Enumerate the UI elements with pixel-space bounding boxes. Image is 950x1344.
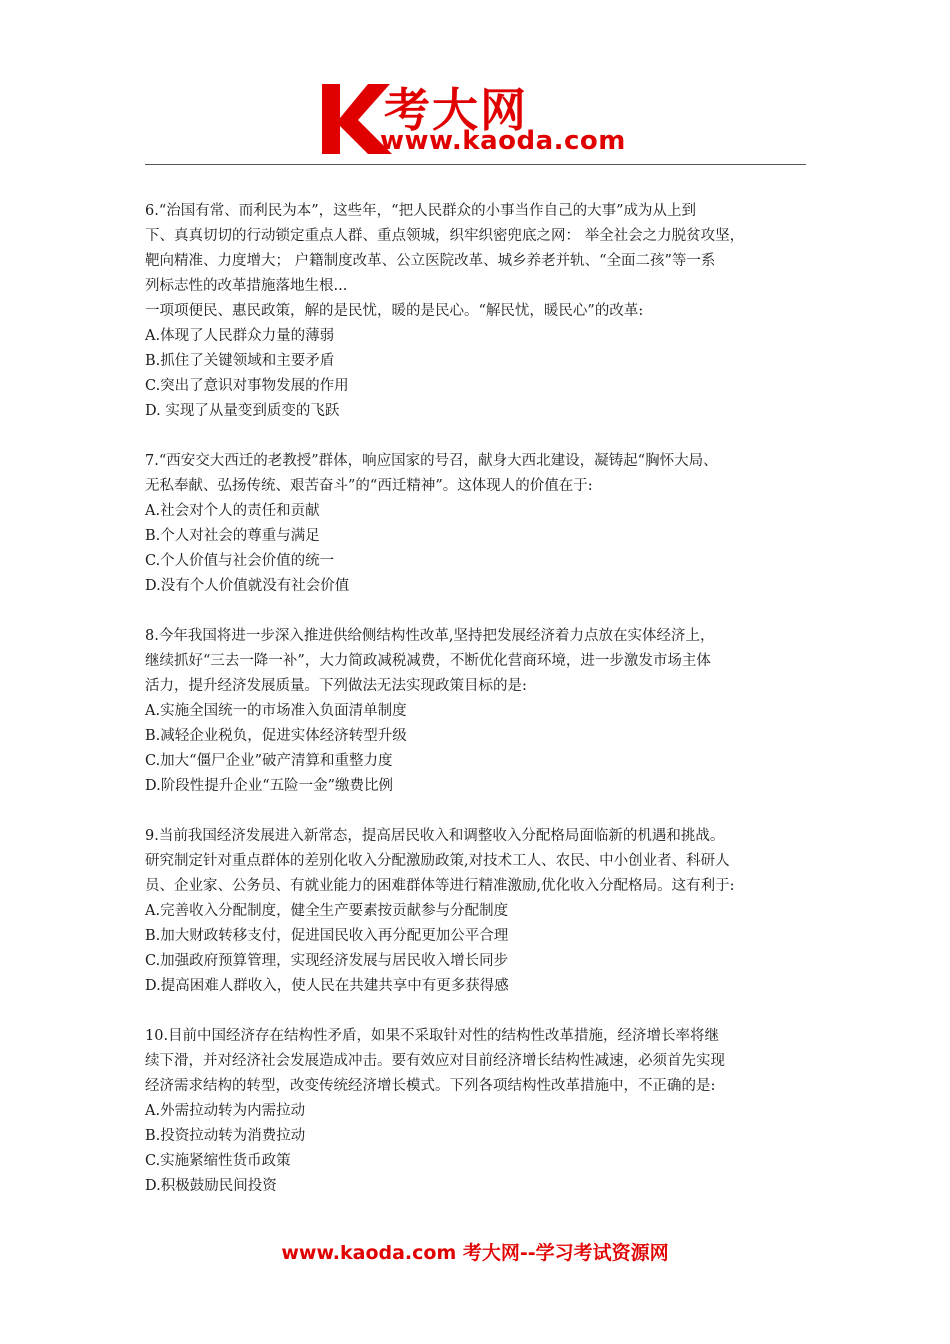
question-item xyxy=(145,199,815,424)
answer-option: B.减轻企业税负，促进实体经济转型升级 xyxy=(145,728,407,744)
answer-option: D.积极鼓励民间投资 xyxy=(145,1178,277,1194)
question-text-line: 续下滑，并对经济社会发展造成冲击。要有效应对目前经济增长结构性减速，必须首先实现 xyxy=(145,1053,725,1069)
answer-option: C.加强政府预算管理，实现经济发展与居民收入增长同步 xyxy=(145,953,509,969)
question-text-line: 6.“治国有常、而利民为本”，这些年，“把人民群众的小事当作自己的大事”成为从上到 xyxy=(145,203,696,219)
question-text-line: 10.目前中国经济存在结构性矛盾，如果不采取针对性的结构性改革措施，经济增长率将继 xyxy=(145,1028,720,1044)
answer-option: B.抓住了关键领域和主要矛盾 xyxy=(145,353,335,369)
answer-option: B.投资拉动转为消费拉动 xyxy=(145,1128,306,1144)
answer-option: D. 实现了从量变到质变的飞跃 xyxy=(145,403,340,419)
answer-option: D.没有个人价值就没有社会价值 xyxy=(145,578,350,594)
logo-url: www.kaoda.com xyxy=(380,126,626,156)
question-text-line: 7.“西安交大西迁的老教授”群体，响应国家的号召，献身大西北建设，凝铸起“胸怀大局、 xyxy=(145,453,718,469)
answer-option: A.体现了人民群众力量的薄弱 xyxy=(145,328,335,344)
answer-option: C.加大“僵尸企业”破产清算和重整力度 xyxy=(145,753,393,769)
answer-option: B.加大财政转移支付，促进国民收入再分配更加公平合理 xyxy=(145,928,509,944)
question-item xyxy=(145,824,815,999)
question-text-line: 列标志性的改革措施落地生根... xyxy=(145,278,348,294)
answer-option: A.外需拉动转为内需拉动 xyxy=(145,1103,306,1119)
answer-option: C.突出了意识对事物发展的作用 xyxy=(145,378,349,394)
kaoda-logo[interactable] xyxy=(318,80,638,158)
question-text-line: 继续抓好“三去一降一补”，大力简政减税减费，不断优化营商环境，进一步激发市场主体 xyxy=(145,653,711,669)
page-header xyxy=(0,0,950,170)
question-text-line: 下、真真切切的行动锁定重点人群、重点领城，织牢织密兜底之网： 举全社会之力脱贫攻坚， xyxy=(145,228,745,244)
answer-option: A.完善收入分配制度，健全生产要素按贡献参与分配制度 xyxy=(145,903,509,919)
question-text-line: 8.今年我国将进一步深入推进供给侧结构性改革,坚持把发展经济着力点放在实体经济上， xyxy=(145,628,715,644)
answer-option: D.阶段性提升企业“五险一金”缴费比例 xyxy=(145,778,394,794)
question-text-line: 研究制定针对重点群体的差别化收入分配激励政策,对技术工人、农民、中小创业者、科研人 xyxy=(145,853,730,869)
answer-option: C.实施紧缩性货币政策 xyxy=(145,1153,291,1169)
answer-option: A.实施全国统一的市场准入负面清单制度 xyxy=(145,703,407,719)
question-item xyxy=(145,449,815,599)
question-item xyxy=(145,1024,815,1199)
question-text-line: 员、企业家、公务员、有就业能力的困难群体等进行精准激励,优化收入分配格局。这有利于: xyxy=(145,878,735,894)
question-text-line: 无私奉献、弘扬传统、艰苦奋斗”的“西迁精神”。这体现人的价值在于: xyxy=(145,478,593,494)
answer-option: A.社会对个人的责任和贡献 xyxy=(145,503,320,519)
question-text-line: 靶向精准、力度增大； 户籍制度改革、公立医院改革、城乡养老并轨、“全面二孩”等一系 xyxy=(145,253,716,269)
question-text-line: 9.当前我国经济发展进入新常态，提高居民收入和调整收入分配格局面临新的机遇和挑战。 xyxy=(145,828,725,844)
answer-option: D.提高困难人群收入，使人民在共建共享中有更多获得感 xyxy=(145,978,509,994)
logo-chinese-name: 考大网 xyxy=(384,83,528,137)
page-footer[interactable]: www.kaoda.com 考大网--学习考试资源网 xyxy=(281,1242,669,1264)
question-item xyxy=(145,624,815,799)
question-text-line: 活力，提升经济发展质量。下列做法无法实现政策目标的是: xyxy=(145,678,527,694)
question-text-line: 一项项便民、惠民政策，解的是民忧，暖的是民心。“解民忧，暖民心”的改革: xyxy=(145,303,644,319)
header-divider xyxy=(145,164,806,165)
question-text-line: 经济需求结构的转型，改变传统经济增长模式。下列各项结构性改革措施中，不正确的是: xyxy=(145,1078,716,1094)
answer-option: B.个人对社会的尊重与满足 xyxy=(145,528,320,544)
questions-list xyxy=(145,199,815,1224)
answer-option: C.个人价值与社会价值的统一 xyxy=(145,553,335,569)
